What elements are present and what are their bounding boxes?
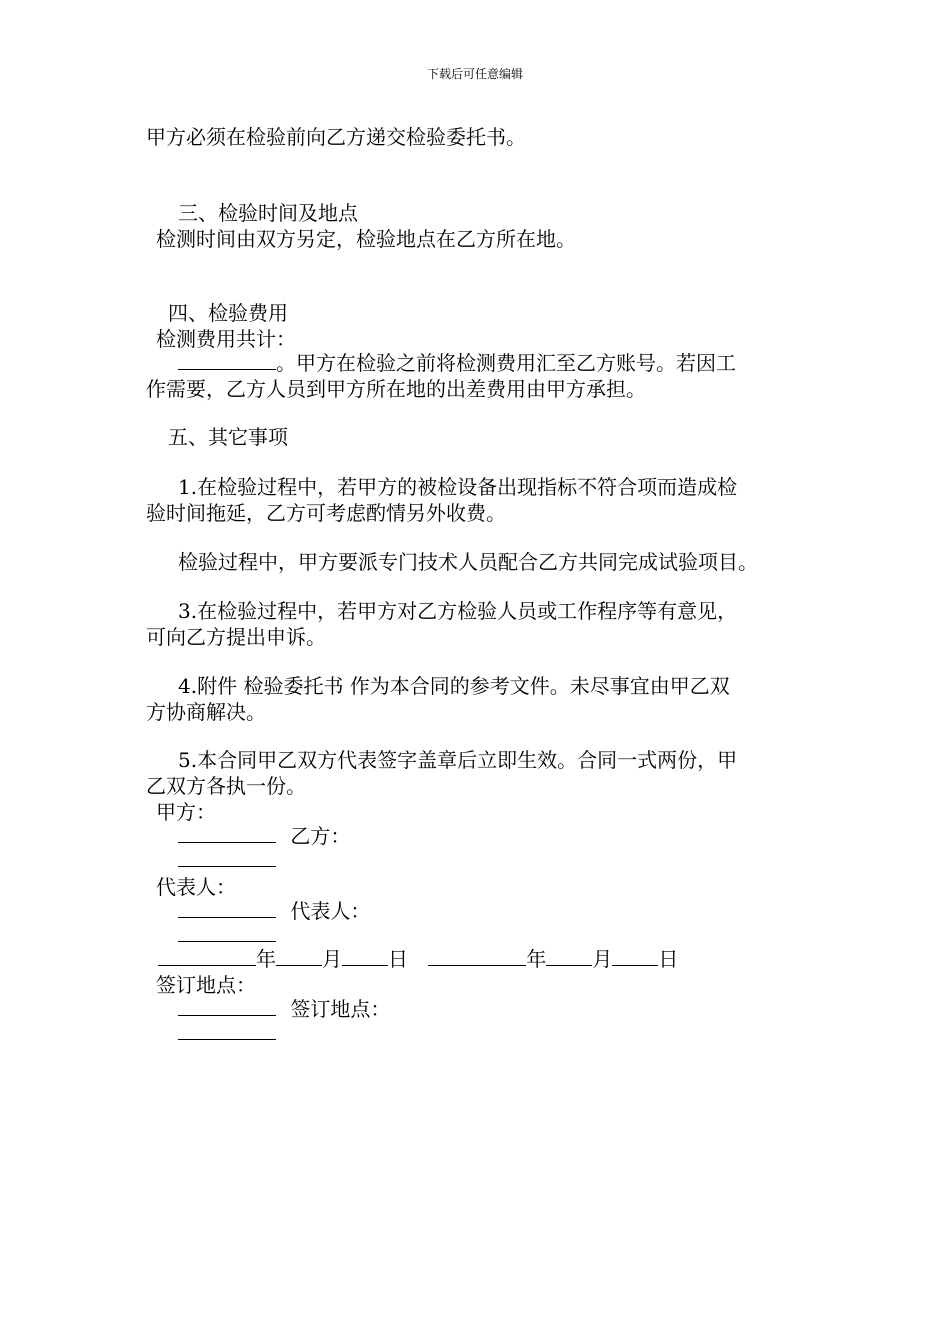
place-b-label: 签订地点：	[290, 997, 391, 1021]
rep-b-blank	[178, 940, 276, 942]
section-4-fee-text: 。甲方在检验之前将检测费用汇至乙方账号。若因工	[276, 351, 736, 375]
date-b-day-label: 日	[658, 947, 679, 971]
party-a-blank	[178, 841, 276, 843]
party-b-label: 乙方：	[290, 824, 351, 848]
date-b-day-blank	[612, 964, 658, 966]
party-a-label: 甲方：	[156, 800, 216, 824]
item-1-line-2: 验时间拖延，乙方可考虑酌情另外收费。	[146, 501, 506, 525]
item-2: 检验过程中，甲方要派专门技术人员配合乙方共同完成试验项目。	[178, 550, 758, 574]
rep-a-blank	[178, 916, 276, 918]
section-4-fee-label: 检测费用共计：	[156, 327, 296, 351]
date-b-year-label: 年	[526, 947, 547, 971]
date-a-month-blank	[276, 964, 322, 966]
item-1-line-1: 1.在检验过程中，若甲方的被检设备出现指标不符合项而造成检	[178, 475, 738, 499]
date-a-day-blank	[342, 964, 388, 966]
rep-a-sign-line	[178, 898, 370, 924]
date-b-month-blank	[546, 964, 592, 966]
section-3-title: 三、检验时间及地点	[178, 201, 358, 225]
section-3-body: 检测时间由双方另定，检验地点在乙方所在地。	[156, 227, 576, 251]
place-b-blank	[178, 1038, 276, 1040]
item-5-line-1: 5.本合同甲乙双方代表签字盖章后立即生效。合同一式两份，甲	[178, 748, 738, 772]
date-a-year-label: 年	[256, 947, 276, 971]
section-4-title: 四、检验费用	[168, 301, 288, 325]
item-5-line-2: 乙双方各执一份。	[146, 774, 306, 798]
place-a-blank	[178, 1014, 276, 1016]
page-header-note: 下载后可任意编辑	[426, 67, 523, 81]
party-b-sign-line	[178, 847, 276, 873]
party-b-blank	[178, 865, 276, 867]
date-a-month-label: 月	[322, 947, 342, 971]
section-4-travel-cost: 作需要，乙方人员到甲方所在地的出差费用由甲方承担。	[146, 377, 646, 401]
date-line	[158, 946, 678, 972]
section-4-fee-line	[178, 350, 736, 376]
place-a-label: 签订地点：	[156, 973, 256, 997]
fee-amount-blank	[178, 368, 276, 370]
rep-a-label: 代表人：	[156, 875, 236, 899]
item-3-line-2: 可向乙方提出申诉。	[146, 625, 326, 649]
place-b-sign-line	[178, 1020, 276, 1046]
date-b-month-label: 月	[592, 947, 613, 971]
date-a-day-label: 日	[388, 947, 408, 971]
item-3-line-1: 3.在检验过程中，若甲方对乙方检验人员或工作程序等有意见，	[178, 599, 738, 623]
rep-b-label: 代表人：	[290, 899, 371, 923]
date-b-year-blank	[428, 964, 526, 966]
item-4-line-1: 4.附件 检验委托书 作为本合同的参考文件。未尽事宜由甲乙双	[178, 674, 730, 698]
date-a-year-blank	[158, 964, 256, 966]
rep-b-sign-line	[178, 922, 276, 948]
paragraph-consignment: 甲方必须在检验前向乙方递交检验委托书。	[146, 125, 526, 149]
item-4-line-2: 方协商解决。	[146, 700, 266, 724]
section-5-title: 五、其它事项	[168, 425, 288, 449]
party-a-sign-line	[178, 823, 350, 849]
place-a-sign-line	[178, 996, 390, 1022]
